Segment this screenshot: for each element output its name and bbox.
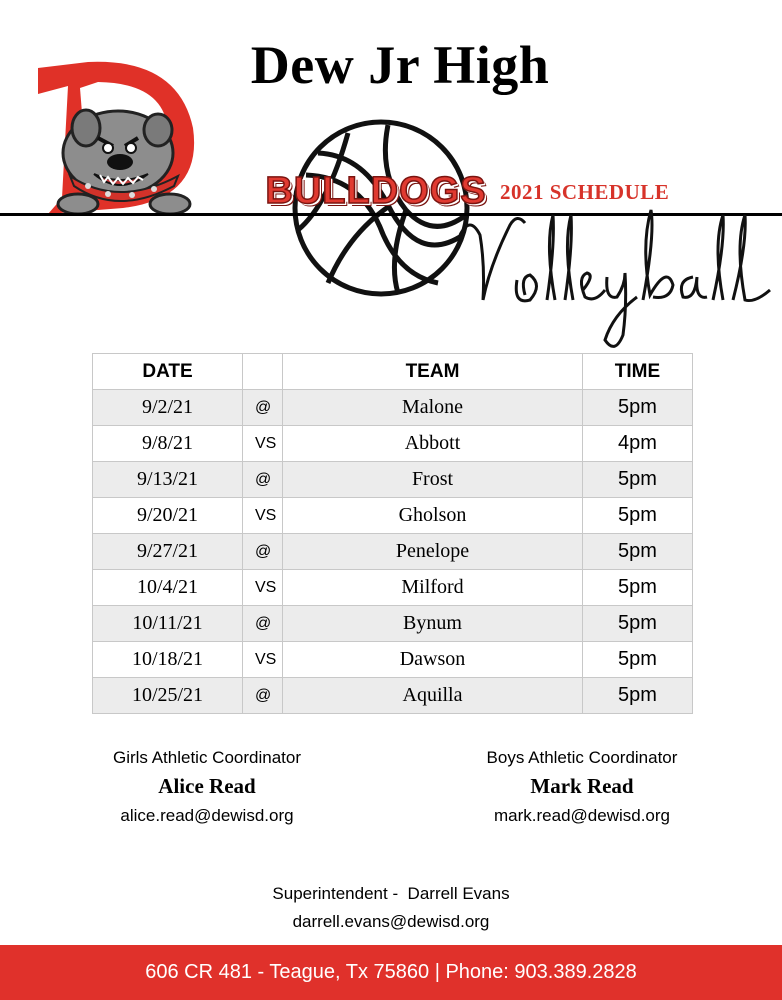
opponent-team: Dawson xyxy=(283,642,583,678)
game-location: @ xyxy=(243,390,283,426)
boys-coordinator-block xyxy=(432,745,732,831)
opponent-team: Aquilla xyxy=(283,678,583,714)
table-row xyxy=(93,606,693,642)
mascot-wordmark: BULLDOGS xyxy=(265,170,487,212)
table-row xyxy=(93,642,693,678)
game-location: @ xyxy=(243,534,283,570)
game-date: 9/27/21 xyxy=(93,534,243,570)
game-location: VS xyxy=(243,570,283,606)
game-date: 10/4/21 xyxy=(93,570,243,606)
table-row xyxy=(93,498,693,534)
schedule-label: 2021 SCHEDULE xyxy=(500,180,670,204)
game-time: 5pm xyxy=(583,534,693,570)
game-time: 5pm xyxy=(583,390,693,426)
game-date: 9/20/21 xyxy=(93,498,243,534)
table-header-row xyxy=(93,354,693,390)
header-location xyxy=(243,354,283,390)
game-time: 5pm xyxy=(583,678,693,714)
game-date: 9/8/21 xyxy=(93,426,243,462)
superintendent-block xyxy=(191,880,591,936)
game-location: @ xyxy=(243,678,283,714)
superintendent-email[interactable]: darrell.evans@dewisd.org xyxy=(292,912,490,931)
opponent-team: Abbott xyxy=(283,426,583,462)
game-date: 10/18/21 xyxy=(93,642,243,678)
opponent-team: Gholson xyxy=(283,498,583,534)
volleyball-script-wordmark xyxy=(455,205,775,355)
table-row xyxy=(93,390,693,426)
game-location: @ xyxy=(243,606,283,642)
header-team: TEAM xyxy=(283,354,583,390)
game-location: VS xyxy=(243,642,283,678)
boys-coordinator-role: Boys Athletic Coordinator xyxy=(486,748,678,767)
girls-coordinator-block xyxy=(57,745,357,831)
opponent-team: Malone xyxy=(283,390,583,426)
footer-bar: 606 CR 481 - Teague, Tx 75860 | Phone: 903.389.2828 xyxy=(0,945,782,1000)
game-location: VS xyxy=(243,426,283,462)
table-row xyxy=(93,678,693,714)
table-row xyxy=(93,462,693,498)
game-date: 10/25/21 xyxy=(93,678,243,714)
game-time: 4pm xyxy=(583,426,693,462)
header-time: TIME xyxy=(583,354,693,390)
schedule-table xyxy=(92,353,693,714)
girls-coordinator-name: Alice Read xyxy=(158,774,256,798)
game-location: @ xyxy=(243,462,283,498)
header-date: DATE xyxy=(93,354,243,390)
game-time: 5pm xyxy=(583,462,693,498)
opponent-team: Penelope xyxy=(283,534,583,570)
table-row xyxy=(93,534,693,570)
game-date: 9/13/21 xyxy=(93,462,243,498)
game-date: 10/11/21 xyxy=(93,606,243,642)
boys-coordinator-email[interactable]: mark.read@dewisd.org xyxy=(494,806,670,825)
girls-coordinator-role: Girls Athletic Coordinator xyxy=(112,748,302,767)
opponent-team: Frost xyxy=(283,462,583,498)
game-time: 5pm xyxy=(583,498,693,534)
game-date: 9/2/21 xyxy=(93,390,243,426)
game-time: 5pm xyxy=(583,570,693,606)
boys-coordinator-name: Mark Read xyxy=(530,774,634,798)
girls-coordinator-email[interactable]: alice.read@dewisd.org xyxy=(120,806,294,825)
opponent-team: Bynum xyxy=(283,606,583,642)
bulldog-d-logo-icon xyxy=(28,58,208,216)
game-location: VS xyxy=(243,498,283,534)
school-title: Dew Jr High xyxy=(250,35,550,95)
superintendent-line: Superintendent - Darrell Evans xyxy=(272,884,510,903)
game-time: 5pm xyxy=(583,606,693,642)
table-row xyxy=(93,426,693,462)
game-time: 5pm xyxy=(583,642,693,678)
opponent-team: Milford xyxy=(283,570,583,606)
table-row xyxy=(93,570,693,606)
